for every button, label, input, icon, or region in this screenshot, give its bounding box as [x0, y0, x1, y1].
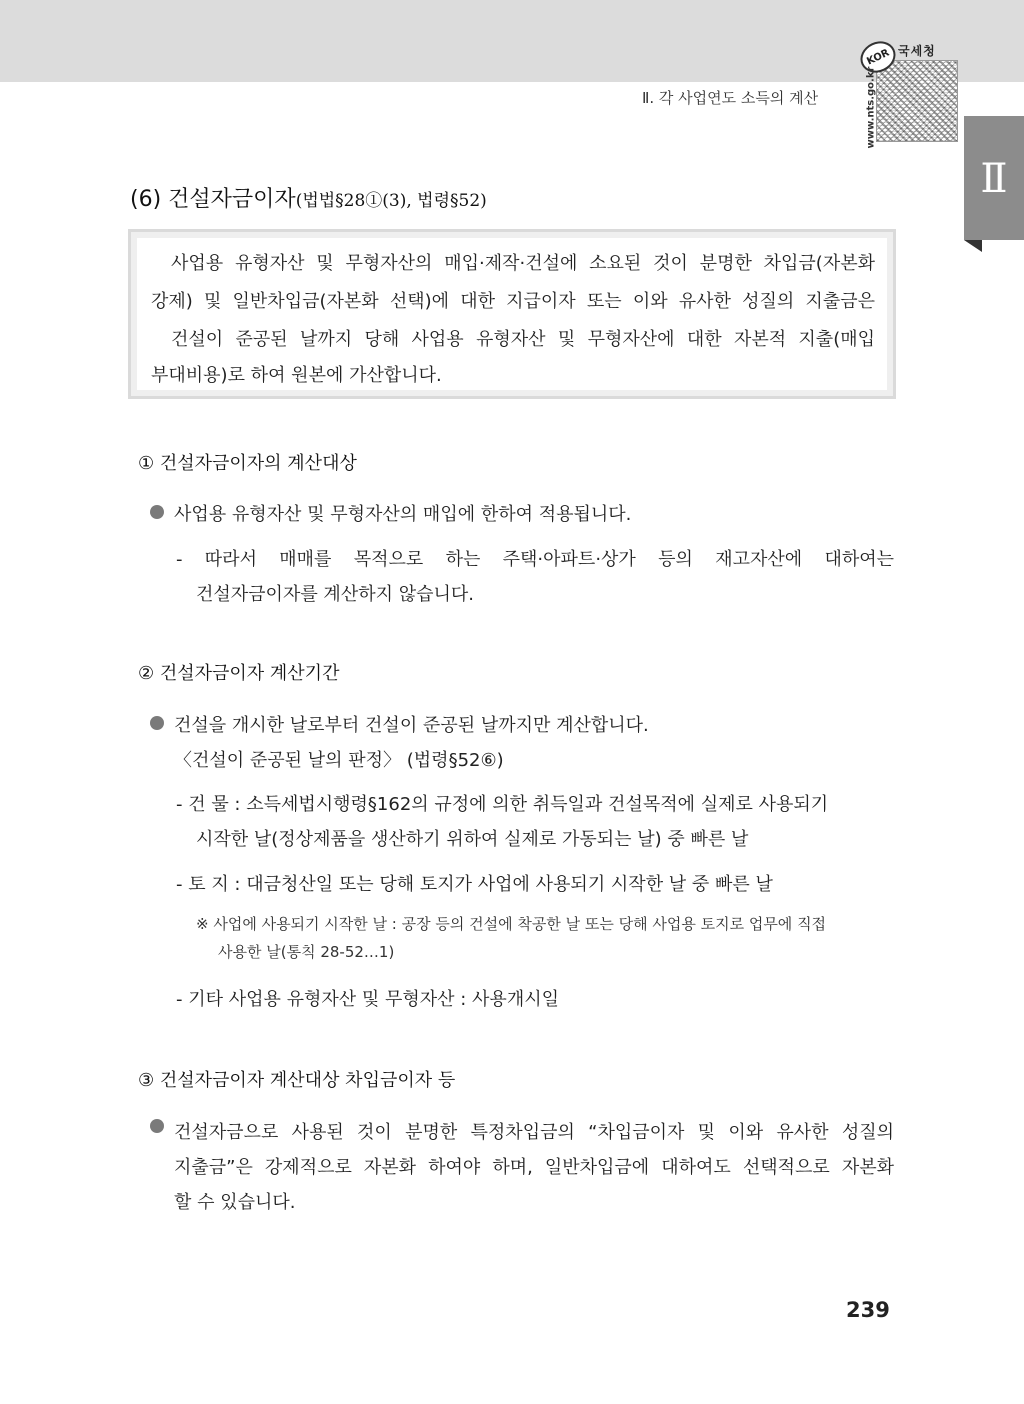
- note-line-continuation: 사용한 날(통칙 28-52…1): [218, 943, 395, 961]
- subsection-heading-3: ③ 건설자금이자 계산대상 차입금이자 등: [138, 1070, 456, 1091]
- summary-line: 강제) 및 일반차입금(자본화 선택)에 대한 지급이자 또는 이와 유사한 성질의 지출금은: [151, 291, 875, 312]
- section-title: [130, 182, 487, 213]
- bullet-text: 건설을 개시한 날로부터 건설이 준공된 날까지만 계산합니다.: [174, 715, 649, 736]
- bullet-icon: [150, 716, 164, 730]
- dash-item-building: - 건 물 : 소득세법시행령§162의 규정에 의한 취득일과 건설목적에 실제로 사용되기: [176, 794, 829, 815]
- summary-line: 건설이 준공된 날까지 당해 사업용 유형자산 및 무형자산에 대한 자본적 지출(매입: [171, 329, 875, 350]
- bullet-item: [150, 1118, 174, 1139]
- bullet-item: [150, 711, 649, 737]
- dash-item-continuation: 시작한 날(정상제품을 생산하기 위하여 실제로 가동되는 날) 중 빠른 날: [196, 829, 749, 850]
- subsection-heading-1: ① 건설자금이자의 계산대상: [138, 453, 357, 474]
- section-number: (6): [130, 187, 162, 212]
- bullet-icon: [150, 505, 164, 519]
- dash-item-continuation: 건설자금이자를 계산하지 않습니다.: [196, 584, 474, 605]
- section-title-text: 건설자금이자: [168, 187, 296, 212]
- subsection-heading-2: ② 건설자금이자 계산기간: [138, 663, 340, 684]
- bullet-text-continuation: 할 수 있습니다.: [174, 1192, 296, 1213]
- judgement-subtitle: 〈건설이 준공된 날의 판정〉 (법령§52⑥): [174, 750, 504, 771]
- nts-logo-text: KOR: [865, 47, 891, 67]
- note-line: ※ 사업에 사용되기 시작한 날 : 공장 등의 건설에 착공한 날 또는 당해 사업용 토지로 업무에 직접: [196, 915, 827, 933]
- qr-url: www.nts.go.kr: [865, 66, 877, 149]
- section-ref: (법법§28①(3), 법령§52): [295, 191, 487, 211]
- bullet-text-continuation: 지출금”은 강제적으로 자본화 하여야 하며, 일반차입금에 대하여도 선택적으로 자본화: [174, 1157, 894, 1178]
- summary-line: 부대비용)로 하여 원본에 가산합니다.: [151, 365, 442, 386]
- chapter-tab-tail: [964, 240, 982, 252]
- page-number: 239: [846, 1298, 890, 1322]
- bullet-text: 사업용 유형자산 및 무형자산의 매입에 한하여 적용됩니다.: [174, 504, 632, 525]
- qr-title: 국세청: [898, 44, 936, 58]
- running-head: Ⅱ. 각 사업연도 소득의 계산: [642, 89, 819, 107]
- dash-item-land: - 토 지 : 대금청산일 또는 당해 토지가 사업에 사용되기 시작한 날 중 빠른 날: [176, 874, 773, 895]
- qr-code-icon[interactable]: [876, 60, 958, 142]
- chapter-tab-label: Ⅱ: [980, 156, 1008, 202]
- summary-inner: [137, 238, 887, 390]
- chapter-tab: [964, 116, 1024, 240]
- bullet-text: 건설자금으로 사용된 것이 분명한 특정차입금의 “차입금이자 및 이와 유사한 성질의: [174, 1122, 894, 1143]
- qr-code-block[interactable]: [860, 42, 960, 149]
- summary-line: 사업용 유형자산 및 무형자산의 매입·제작·건설에 소요된 것이 분명한 차입금(자본화: [171, 253, 875, 274]
- bullet-item: [150, 500, 631, 526]
- summary-box: [128, 229, 896, 399]
- dash-item-other: - 기타 사업용 유형자산 및 무형자산 : 사용개시일: [176, 989, 559, 1010]
- dash-item: - 따라서 매매를 목적으로 하는 주택·아파트·상가 등의 재고자산에 대하여는: [176, 549, 894, 570]
- bullet-icon: [150, 1119, 164, 1133]
